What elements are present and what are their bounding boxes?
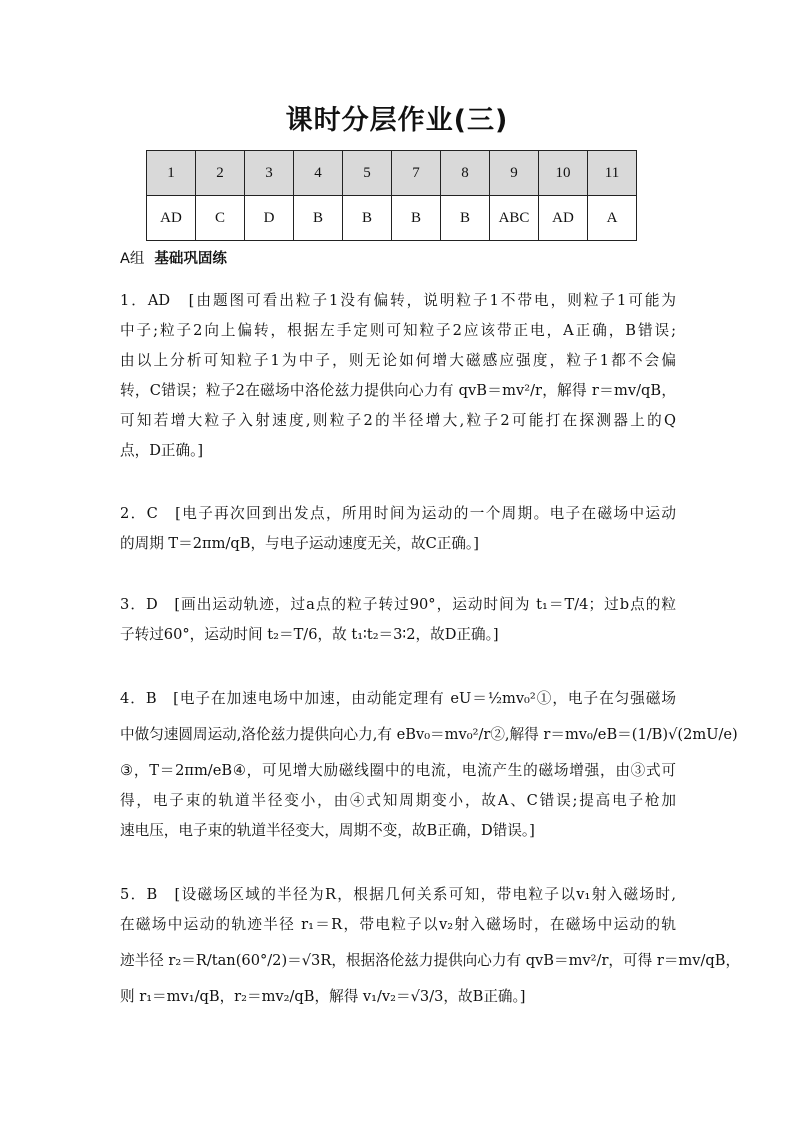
solution-line: 由以上分析可知粒子1为中子，则无论如何增大磁感应强度，粒子1都不会偏 — [120, 352, 676, 369]
answer-cell: C — [196, 196, 245, 241]
solution-2 — [120, 499, 676, 559]
answer-cell: A — [588, 196, 637, 241]
solution-line: 1．AD [由题图可看出粒子1没有偏转，说明粒子1不带电，则粒子1可能为 — [120, 292, 676, 309]
answer-cell: B — [392, 196, 441, 241]
question-number-cell: 10 — [539, 151, 588, 196]
solution-line: 速电压，电子束的轨道半径变大，周期不变，故B正确，D错误。] — [120, 822, 535, 839]
solution-line: 2．C [电子再次回到出发点，所用时间为运动的一个周期。电子在磁场中运动 — [120, 505, 676, 522]
solution-line: 子转过60°，运动时间 t₂＝T/6，故 t₁∶t₂＝3∶2，故D正确。] — [120, 626, 499, 643]
question-number-cell: 1 — [147, 151, 196, 196]
section-group-label: A组 — [120, 251, 145, 267]
answer-cell: AD — [539, 196, 588, 241]
solution-line: 的周期 T＝2πm/qB，与电子运动速度无关，故C正确。] — [120, 535, 479, 552]
solution-line: 可知若增大粒子入射速度,则粒子2的半径增大,粒子2可能打在探测器上的Q — [120, 412, 676, 429]
solution-line: 迹半径 r₂＝R/tan(60°/2)＝√3R，根据洛伦兹力提供向心力有 qvB＝mv²/r，可得 r＝mv/qB， — [120, 952, 741, 969]
answer-table — [146, 150, 637, 241]
solution-1 — [120, 286, 676, 466]
question-number-cell: 8 — [441, 151, 490, 196]
section-group-name: 基础巩固练 — [154, 251, 227, 267]
answer-cell: AD — [147, 196, 196, 241]
question-number-cell: 3 — [245, 151, 294, 196]
solution-3 — [120, 590, 676, 650]
question-number-cell: 2 — [196, 151, 245, 196]
solution-line: 3．D [画出运动轨迹，过a点的粒子转过90°，运动时间为 t₁＝T/4；过b点的粒 — [120, 596, 676, 613]
question-number-cell: 7 — [392, 151, 441, 196]
solution-4 — [120, 684, 738, 846]
solution-line: 在磁场中运动的轨迹半径 r₁＝R，带电粒子以v₂射入磁场时，在磁场中运动的轨 — [120, 916, 676, 933]
answer-cell: B — [294, 196, 343, 241]
question-number-cell: 4 — [294, 151, 343, 196]
question-number-cell: 9 — [490, 151, 539, 196]
question-number-cell: 5 — [343, 151, 392, 196]
answer-cell: D — [245, 196, 294, 241]
solution-line: 中做匀速圆周运动,洛伦兹力提供向心力,有 eBv₀＝mv₀²/r②,解得 r＝mv₀/eB＝(1/B)√(2mU/e) — [120, 726, 738, 743]
answer-cell: B — [343, 196, 392, 241]
solution-5 — [120, 880, 741, 1012]
solution-line: 得，电子束的轨道半径变小，由④式知周期变小，故A、C错误;提高电子枪加 — [120, 792, 676, 809]
solution-line: 则 r₁＝mv₁/qB，r₂＝mv₂/qB，解得 v₁/v₂＝√3/3，故B正确。] — [120, 988, 526, 1005]
solution-line: ③，T＝2πm/eB④，可见增大励磁线圈中的电流，电流产生的磁场增强，由③式可 — [120, 762, 676, 779]
solution-line: 点，D正确。] — [120, 442, 204, 459]
question-number-cell: 11 — [588, 151, 637, 196]
page-title: 课时分层作业(三) — [285, 105, 509, 136]
answer-cell: ABC — [490, 196, 539, 241]
answer-table-answer-row — [147, 196, 637, 241]
answer-table-header-row — [147, 151, 637, 196]
solution-line: 5．B [设磁场区域的半径为R，根据几何关系可知，带电粒子以v₁射入磁场时, — [120, 886, 676, 903]
solution-line: 转，C错误；粒子2在磁场中洛伦兹力提供向心力有 qvB＝mv²/r，解得 r＝mv/qB， — [120, 382, 676, 399]
answer-cell: B — [441, 196, 490, 241]
section-heading — [120, 247, 227, 268]
solution-line: 4．B [电子在加速电场中加速，由动能定理有 eU＝½mv₀²①，电子在匀强磁场 — [120, 690, 676, 707]
solution-line: 中子;粒子2向上偏转，根据左手定则可知粒子2应该带正电，A正确，B错误; — [120, 322, 676, 339]
